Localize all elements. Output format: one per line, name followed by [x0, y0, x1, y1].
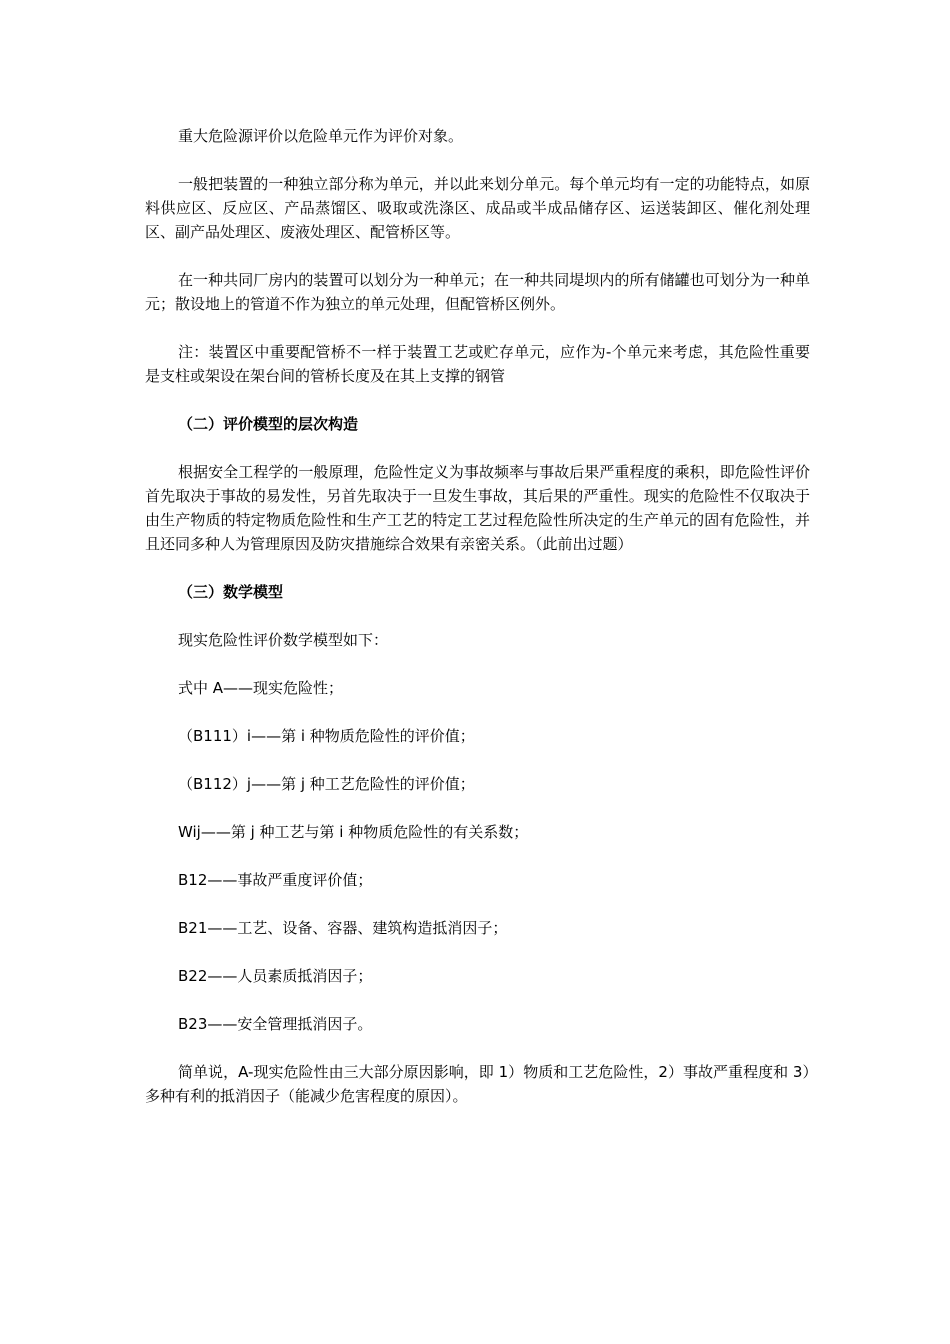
definition-b22: B22——人员素质抵消因子；	[178, 967, 373, 985]
paragraph-note-pipe-bridge: 注：装置区中重要配管桥不一样于装置工艺或贮存单元，应作为-个单元来考虑，其危险性重要是支柱或架设在架台间的管桥长度及在其上支撑的钢管	[145, 343, 810, 385]
definition-b21: B21——工艺、设备、容器、建筑构造抵消因子；	[178, 919, 508, 937]
paragraph-unit-division: 在一种共同厂房内的装置可以划分为一种单元；在一种共同堤坝内的所有储罐也可划分为一种单元；散设地上的管道不作为独立的单元处理，但配管桥区例外。	[145, 271, 810, 313]
definition-b112: （B112）j——第 j 种工艺危险性的评价值；	[178, 775, 475, 793]
paragraph-unit-definition: 一般把装置的一种独立部分称为单元，并以此来划分单元。每个单元均有一定的功能特点，如原料供应区、反应区、产品蒸馏区、吸取或洗涤区、成品或半成品储存区、运送装卸区、催化剂处理区、副产品处理区、废液处理区、配管桥区等。	[145, 175, 810, 241]
paragraph-risk-principle: 根据安全工程学的一般原理，危险性定义为事故频率与事故后果严重程度的乘积，即危险性评价首先取决于事故的易发性，另首先取决于一旦发生事故，其后果的严重性。现实的危险性不仅取决于由生产物质的特定物质危险性和生产工艺的特定工艺过程危险性所决定的生产单元的固有危险性，并且还同多种人为管理原因及防灾措施综合效果有亲密关系。（此前出过题）	[145, 463, 810, 553]
heading-model-structure: （二）评价模型的层次构造	[178, 415, 359, 433]
paragraph-model-intro: 现实危险性评价数学模型如下：	[178, 631, 389, 649]
definition-a: 式中 A——现实危险性；	[178, 679, 344, 697]
paragraph-evaluation-object: 重大危险源评价以危险单元作为评价对象。	[178, 127, 464, 145]
heading-math-model: （三）数学模型	[178, 583, 284, 601]
document-body	[145, 124, 810, 1132]
paragraph-summary: 简单说，A-现实危险性由三大部分原因影响，即 1）物质和工艺危险性，2）事故严重程度和 3）多种有利的抵消因子（能减少危害程度的原因）。	[145, 1063, 810, 1105]
definition-b111: （B111）i——第 i 种物质危险性的评价值；	[178, 727, 475, 745]
definition-wij: Wij——第 j 种工艺与第 i 种物质危险性的有关系数；	[178, 823, 529, 841]
definition-b23: B23——安全管理抵消因子。	[178, 1015, 373, 1033]
definition-b12: B12——事故严重度评价值；	[178, 871, 373, 889]
